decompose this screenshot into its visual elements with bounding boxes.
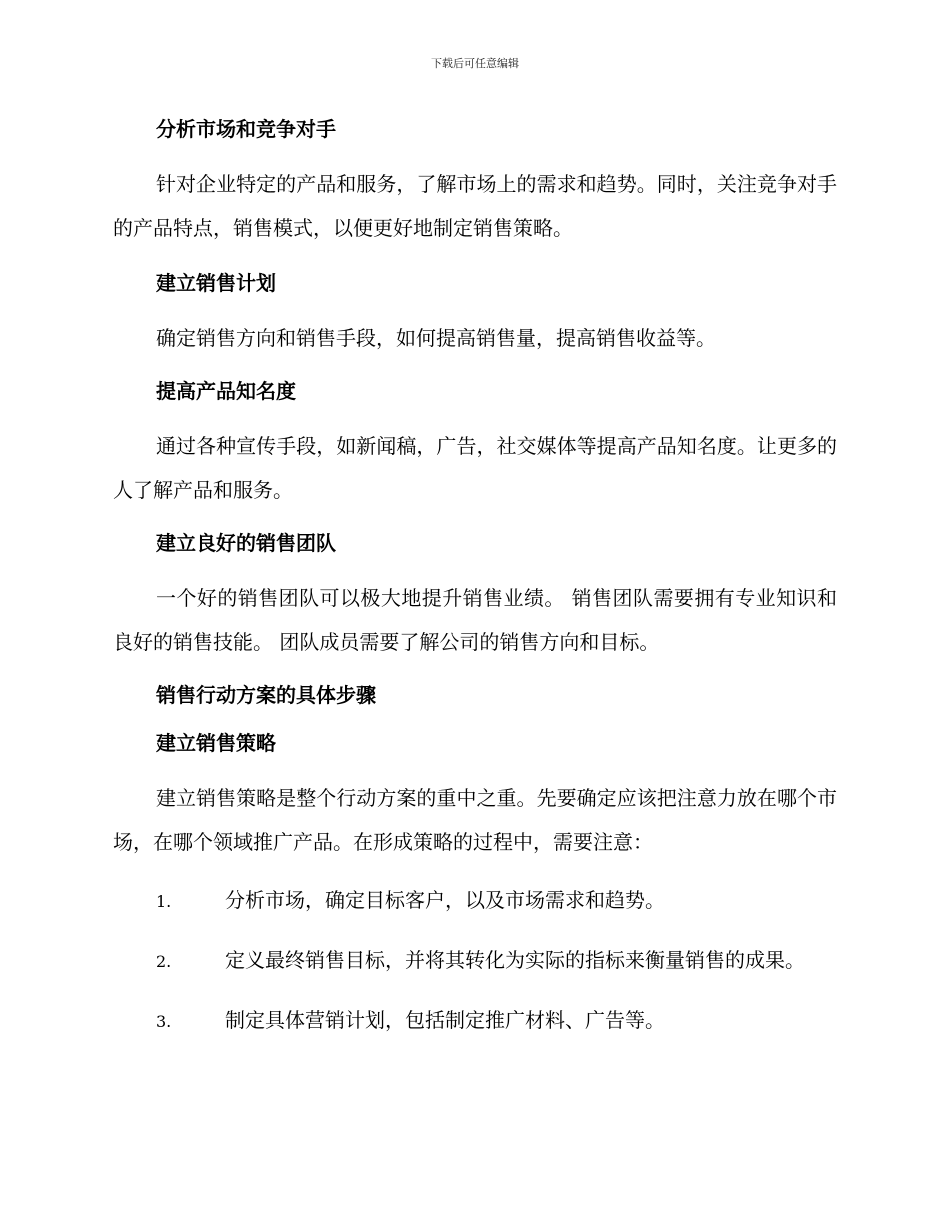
list-item-number: 3. xyxy=(156,1012,172,1031)
document-body xyxy=(113,112,837,1044)
list-item-text: 定义最终销售目标，并将其转化为实际的指标来衡量销售的成果。 xyxy=(225,948,805,972)
list-item-number: 2. xyxy=(156,952,172,971)
list-item xyxy=(113,938,837,984)
paragraph-brand-awareness: 通过各种宣传手段，如新闻稿，广告，社交媒体等提高产品知名度。让更多的人了解产品和服务。 xyxy=(113,434,837,502)
list-item xyxy=(113,998,837,1044)
list-item-text: 制定具体营销计划，包括制定推广材料、广告等。 xyxy=(225,1008,665,1032)
paragraph-sales-plan: 确定销售方向和销售手段，如何提高销售量，提高销售收益等。 xyxy=(156,326,716,350)
section-heading-sales-strategy: 建立销售策略 xyxy=(156,731,276,755)
list-item-number: 1. xyxy=(156,892,172,911)
paragraph-market-analysis: 针对企业特定的产品和服务，了解市场上的需求和趋势。同时，关注竞争对手的产品特点，销售模式，以便更好地制定销售策略。 xyxy=(113,172,837,240)
paragraph-sales-team: 一个好的销售团队可以极大地提升销售业绩。 销售团队需要拥有专业知识和良好的销售技能。 团队成员需要了解公司的销售方向和目标。 xyxy=(113,586,837,654)
list-item-text: 分析市场，确定目标客户，以及市场需求和趋势。 xyxy=(225,888,665,912)
list-item xyxy=(113,878,837,924)
section-heading-market-analysis: 分析市场和竞争对手 xyxy=(156,117,336,141)
paragraph-sales-strategy: 建立销售策略是整个行动方案的重中之重。先要确定应该把注意力放在哪个市场，在哪个领域推广产品。在形成策略的过程中，需要注意： xyxy=(113,786,837,854)
section-heading-action-steps: 销售行动方案的具体步骤 xyxy=(156,683,376,707)
page-header-note: 下载后可任意编辑 xyxy=(431,57,519,70)
section-heading-brand-awareness: 提高产品知名度 xyxy=(156,379,296,403)
section-heading-sales-plan: 建立销售计划 xyxy=(156,271,276,295)
section-heading-sales-team: 建立良好的销售团队 xyxy=(156,531,336,555)
